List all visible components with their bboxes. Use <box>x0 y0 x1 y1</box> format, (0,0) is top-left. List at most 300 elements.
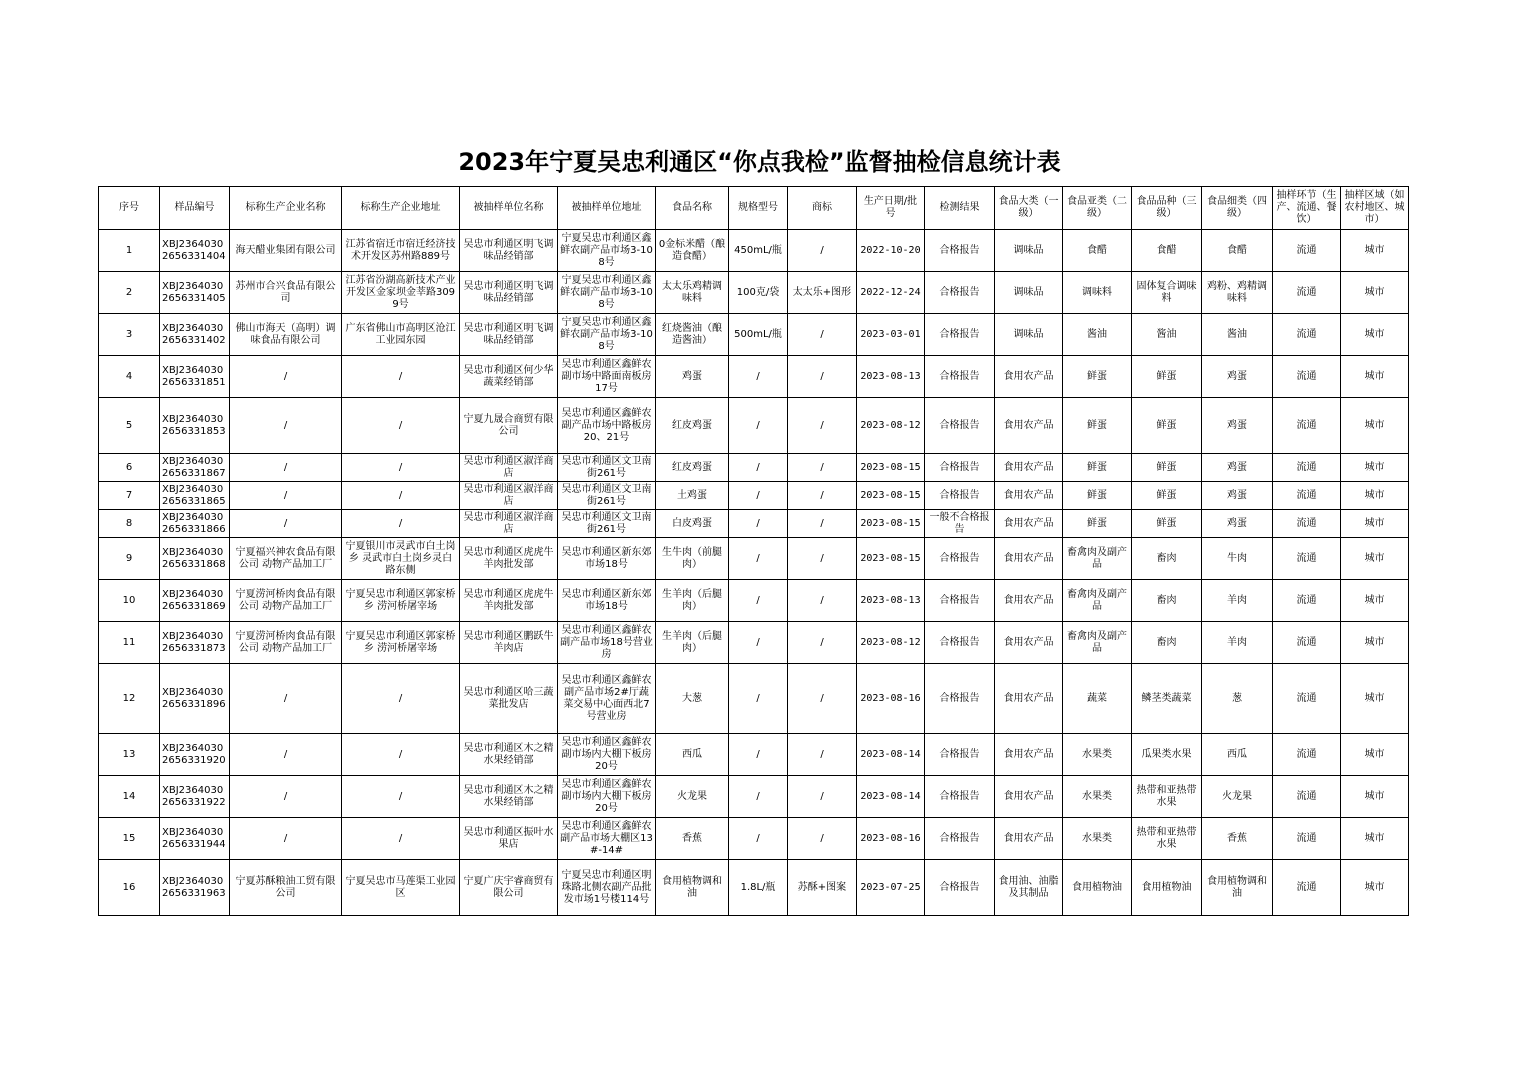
table-cell: 食用植物调和油 <box>656 860 729 916</box>
column-header: 被抽样单位名称 <box>460 187 558 230</box>
table-cell: XBJ23640302656331866 <box>160 510 230 538</box>
table-cell: 吴忠市利通区哈三蔬菜批发店 <box>460 664 558 734</box>
table-cell: 酱油 <box>1132 314 1202 356</box>
table-cell: 吴忠市利通区鑫鲜农副产品市场中路板房20、21号 <box>558 398 656 454</box>
table-cell: 热带和亚热带水果 <box>1132 776 1202 818</box>
table-cell: 16 <box>99 860 160 916</box>
table-cell: XBJ23640302656331963 <box>160 860 230 916</box>
table-cell: 13 <box>99 734 160 776</box>
table-header-row <box>99 187 1409 230</box>
table-cell: / <box>729 510 788 538</box>
table-cell: 流通 <box>1273 398 1341 454</box>
table-cell: 城市 <box>1341 356 1409 398</box>
table-cell: 鸡粉、鸡精调味料 <box>1202 272 1273 314</box>
table-cell: 2022-10-20 <box>857 230 925 272</box>
table-body <box>99 230 1409 916</box>
table-cell: / <box>729 580 788 622</box>
table-cell: XBJ23640302656331865 <box>160 482 230 510</box>
table-cell: 太太乐鸡精调味料 <box>656 272 729 314</box>
table-cell: / <box>230 510 342 538</box>
table-cell: 热带和亚热带水果 <box>1132 818 1202 860</box>
table-cell: 鸡蛋 <box>1202 398 1273 454</box>
table-cell: 鸡蛋 <box>1202 356 1273 398</box>
table-cell: / <box>729 398 788 454</box>
table-cell: 红皮鸡蛋 <box>656 454 729 482</box>
table-cell: 宁夏福兴神农食品有限公司 动物产品加工厂 <box>230 538 342 580</box>
table-cell: 广东省佛山市高明区沧江工业园东园 <box>342 314 460 356</box>
table-cell: 江苏省汾湖高新技术产业开发区金家坝金莘路3099号 <box>342 272 460 314</box>
column-header: 抽样区域（如农村地区、城市） <box>1341 187 1409 230</box>
page-title: 2023年宁夏吴忠利通区“你点我检”监督抽检信息统计表 <box>458 148 1061 176</box>
table-cell: 食用植物油 <box>1063 860 1132 916</box>
table-cell: 450mL/瓶 <box>729 230 788 272</box>
table-cell: 吴忠市利通区鑫鲜农副产品市场18号营业房 <box>558 622 656 664</box>
table-cell: 食用农产品 <box>995 664 1063 734</box>
table-row <box>99 818 1409 860</box>
table-cell: 鲜蛋 <box>1132 510 1202 538</box>
table-cell: 2023-08-16 <box>857 664 925 734</box>
table-cell: 3 <box>99 314 160 356</box>
table-cell: / <box>729 664 788 734</box>
table-cell: / <box>230 734 342 776</box>
table-cell: / <box>788 580 857 622</box>
table-cell: 吴忠市利通区木之精水果经销部 <box>460 734 558 776</box>
table-cell: 2023-03-01 <box>857 314 925 356</box>
table-cell: 吴忠市利通区鑫鲜农副产品市场2#厅蔬菜交易中心面西北7号营业房 <box>558 664 656 734</box>
table-cell: 酱油 <box>1063 314 1132 356</box>
table-cell: 城市 <box>1341 230 1409 272</box>
table-cell: 吴忠市利通区虎虎牛羊肉批发部 <box>460 538 558 580</box>
table-cell: 9 <box>99 538 160 580</box>
table-cell: 流通 <box>1273 356 1341 398</box>
table-cell: 宁夏吴忠市利通区郭家桥乡 涝河桥屠宰场 <box>342 580 460 622</box>
table-cell: 2023-08-15 <box>857 510 925 538</box>
table-cell: 城市 <box>1341 580 1409 622</box>
table-cell: 鲜蛋 <box>1132 482 1202 510</box>
table-cell: / <box>230 818 342 860</box>
table-cell: / <box>788 538 857 580</box>
table-cell: / <box>788 454 857 482</box>
table-cell: 吴忠市利通区淑洋商店 <box>460 510 558 538</box>
table-cell: 合格报告 <box>925 272 995 314</box>
table-cell: 羊肉 <box>1202 580 1273 622</box>
table-cell: 合格报告 <box>925 734 995 776</box>
table-cell: 鲜蛋 <box>1063 454 1132 482</box>
table-cell: XBJ23640302656331944 <box>160 818 230 860</box>
table-cell: 食用油、油脂及其制品 <box>995 860 1063 916</box>
table-cell: 鸡蛋 <box>1202 482 1273 510</box>
table-cell: 城市 <box>1341 860 1409 916</box>
table-cell: / <box>342 734 460 776</box>
table-cell: 1 <box>99 230 160 272</box>
table-cell: 调味品 <box>995 314 1063 356</box>
table-cell: 吴忠市利通区明飞调味品经销部 <box>460 230 558 272</box>
table-row <box>99 356 1409 398</box>
table-cell: 2023-08-12 <box>857 622 925 664</box>
table-cell: 食用植物调和油 <box>1202 860 1273 916</box>
table-cell: 宁夏涝河桥肉食品有限公司 动物产品加工厂 <box>230 580 342 622</box>
table-cell: 食用农产品 <box>995 482 1063 510</box>
table-cell: 吴忠市利通区何少华蔬菜经销部 <box>460 356 558 398</box>
table-cell: 水果类 <box>1063 734 1132 776</box>
column-header: 食品大类（一级） <box>995 187 1063 230</box>
table-cell: 城市 <box>1341 454 1409 482</box>
table-cell: / <box>342 510 460 538</box>
table-cell: 食醋 <box>1132 230 1202 272</box>
table-cell: 调味料 <box>1063 272 1132 314</box>
table-cell: 江苏省宿迁市宿迁经济技术开发区苏州路889号 <box>342 230 460 272</box>
table-cell: 苏州市合兴食品有限公司 <box>230 272 342 314</box>
table-cell: 火龙果 <box>1202 776 1273 818</box>
table-cell: 吴忠市利通区鑫鲜农副产品市场大棚区13#-14# <box>558 818 656 860</box>
table-cell: 14 <box>99 776 160 818</box>
table-cell: 4 <box>99 356 160 398</box>
table-row <box>99 776 1409 818</box>
table-cell: / <box>729 454 788 482</box>
table-cell: 吴忠市利通区明飞调味品经销部 <box>460 314 558 356</box>
table-row <box>99 482 1409 510</box>
table-cell: XBJ23640302656331868 <box>160 538 230 580</box>
table-cell: / <box>230 356 342 398</box>
table-cell: / <box>788 818 857 860</box>
table-cell: 鲜蛋 <box>1132 454 1202 482</box>
table-cell: 流通 <box>1273 314 1341 356</box>
table-cell: 佛山市海天（高明）调味食品有限公司 <box>230 314 342 356</box>
table-cell: 城市 <box>1341 510 1409 538</box>
table-row <box>99 272 1409 314</box>
table-row <box>99 860 1409 916</box>
table-cell: 鲜蛋 <box>1063 398 1132 454</box>
table-cell: 2023-08-14 <box>857 734 925 776</box>
table-cell: 吴忠市利通区文卫南街261号 <box>558 510 656 538</box>
table-cell: / <box>342 818 460 860</box>
table-cell: 土鸡蛋 <box>656 482 729 510</box>
table-cell: 11 <box>99 622 160 664</box>
table-cell: XBJ23640302656331922 <box>160 776 230 818</box>
table-cell: / <box>342 776 460 818</box>
table-cell: 城市 <box>1341 482 1409 510</box>
table-cell: 食用农产品 <box>995 356 1063 398</box>
table-cell: 2023-08-15 <box>857 482 925 510</box>
table-cell: 酱油 <box>1202 314 1273 356</box>
table-cell: 城市 <box>1341 538 1409 580</box>
table-cell: 宁夏九晟合商贸有限公司 <box>460 398 558 454</box>
column-header: 规格型号 <box>729 187 788 230</box>
table-cell: / <box>788 482 857 510</box>
table-cell: 流通 <box>1273 664 1341 734</box>
table-cell: 鸡蛋 <box>656 356 729 398</box>
table-cell: 畜肉 <box>1132 580 1202 622</box>
column-header: 食品品种（三级） <box>1132 187 1202 230</box>
column-header: 标称生产企业地址 <box>342 187 460 230</box>
table-cell: 鲜蛋 <box>1132 398 1202 454</box>
table-cell: / <box>788 776 857 818</box>
table-cell: XBJ23640302656331867 <box>160 454 230 482</box>
table-cell: 合格报告 <box>925 818 995 860</box>
table-cell: 吴忠市利通区淑洋商店 <box>460 482 558 510</box>
table-cell: 生牛肉（前腿肉） <box>656 538 729 580</box>
table-row <box>99 538 1409 580</box>
table-cell: 吴忠市利通区鹏跃牛羊肉店 <box>460 622 558 664</box>
table-cell: 吴忠市利通区鑫鲜农副市场内大棚下板房20号 <box>558 776 656 818</box>
table-cell: XBJ23640302656331896 <box>160 664 230 734</box>
table-cell: 食用农产品 <box>995 776 1063 818</box>
table-cell: 吴忠市利通区鑫鲜农副市场内大棚下板房20号 <box>558 734 656 776</box>
table-cell: 食用农产品 <box>995 818 1063 860</box>
table-cell: 生羊肉（后腿肉） <box>656 580 729 622</box>
table-row <box>99 230 1409 272</box>
table-row <box>99 398 1409 454</box>
table-cell: / <box>729 734 788 776</box>
table-cell: 6 <box>99 454 160 482</box>
table-cell: 食用农产品 <box>995 510 1063 538</box>
table-cell: 食用植物油 <box>1132 860 1202 916</box>
table-cell: / <box>342 482 460 510</box>
table-cell: XBJ23640302656331405 <box>160 272 230 314</box>
column-header: 商标 <box>788 187 857 230</box>
table-cell: 流通 <box>1273 860 1341 916</box>
table-cell: 食用农产品 <box>995 622 1063 664</box>
table-cell: 吴忠市利通区虎虎牛羊肉批发部 <box>460 580 558 622</box>
table-cell: 2023-08-16 <box>857 818 925 860</box>
table-cell: 宁夏广庆宇睿商贸有限公司 <box>460 860 558 916</box>
table-cell: / <box>729 538 788 580</box>
table-cell: 流通 <box>1273 776 1341 818</box>
column-header: 检测结果 <box>925 187 995 230</box>
table-cell: 吴忠市利通区新东郊市场18号 <box>558 580 656 622</box>
table-cell: 流通 <box>1273 272 1341 314</box>
table-cell: 红烧酱油（酿造酱油） <box>656 314 729 356</box>
table-cell: 流通 <box>1273 538 1341 580</box>
table-cell: 城市 <box>1341 776 1409 818</box>
table-cell: XBJ23640302656331853 <box>160 398 230 454</box>
table-cell: 食醋 <box>1202 230 1273 272</box>
table-cell: XBJ23640302656331404 <box>160 230 230 272</box>
table-cell: / <box>729 776 788 818</box>
table-cell: / <box>342 356 460 398</box>
table-cell: 12 <box>99 664 160 734</box>
table-cell: 合格报告 <box>925 664 995 734</box>
table-cell: 畜肉 <box>1132 622 1202 664</box>
table-cell: 宁夏银川市灵武市白土岗乡 灵武市白土岗乡灵白路东侧 <box>342 538 460 580</box>
table-cell: 2023-08-12 <box>857 398 925 454</box>
table-cell: 流通 <box>1273 230 1341 272</box>
table-cell: 吴忠市利通区文卫南街261号 <box>558 454 656 482</box>
table-cell: 食用农产品 <box>995 580 1063 622</box>
table-cell: / <box>788 734 857 776</box>
table-cell: 水果类 <box>1063 776 1132 818</box>
table-cell: 宁夏吴忠市马莲渠工业园区 <box>342 860 460 916</box>
table-cell: 流通 <box>1273 482 1341 510</box>
table-row <box>99 314 1409 356</box>
table-cell: / <box>342 664 460 734</box>
table-cell: 2023-08-13 <box>857 356 925 398</box>
table-cell: 流通 <box>1273 510 1341 538</box>
table-cell: 食用农产品 <box>995 538 1063 580</box>
table-cell: XBJ23640302656331851 <box>160 356 230 398</box>
table-cell: 调味品 <box>995 230 1063 272</box>
table-cell: 7 <box>99 482 160 510</box>
table-cell: 流通 <box>1273 580 1341 622</box>
table-cell: 2022-12-24 <box>857 272 925 314</box>
table-cell: 0金标米醋（酿造食醋） <box>656 230 729 272</box>
table-cell: 合格报告 <box>925 482 995 510</box>
table-cell: 合格报告 <box>925 454 995 482</box>
table-cell: / <box>788 314 857 356</box>
table-cell: / <box>788 398 857 454</box>
table-cell: 吴忠市利通区鑫鲜农副市场中路面南板房17号 <box>558 356 656 398</box>
table-cell: / <box>729 356 788 398</box>
table-cell: 牛肉 <box>1202 538 1273 580</box>
table-cell: 大葱 <box>656 664 729 734</box>
table-cell: 吴忠市利通区文卫南街261号 <box>558 482 656 510</box>
table-row <box>99 454 1409 482</box>
table-cell: 宁夏吴忠市利通区郭家桥乡 涝河桥屠宰场 <box>342 622 460 664</box>
table-cell: 15 <box>99 818 160 860</box>
table-cell: 城市 <box>1341 664 1409 734</box>
table-cell: XBJ23640302656331873 <box>160 622 230 664</box>
table-cell: 2023-07-25 <box>857 860 925 916</box>
table-cell: 合格报告 <box>925 230 995 272</box>
table-cell: 吴忠市利通区振叶水果店 <box>460 818 558 860</box>
table-cell: / <box>788 664 857 734</box>
table-cell: 鲜蛋 <box>1063 356 1132 398</box>
table-cell: / <box>788 356 857 398</box>
table-cell: 吴忠市利通区木之精水果经销部 <box>460 776 558 818</box>
table-cell: 流通 <box>1273 622 1341 664</box>
table-cell: 100克/袋 <box>729 272 788 314</box>
table-cell: 食用农产品 <box>995 398 1063 454</box>
table-cell: 合格报告 <box>925 776 995 818</box>
column-header: 样品编号 <box>160 187 230 230</box>
table-cell: 鲜蛋 <box>1063 482 1132 510</box>
table-cell: 固体复合调味料 <box>1132 272 1202 314</box>
table-cell: / <box>342 398 460 454</box>
table-cell: 5 <box>99 398 160 454</box>
table-row <box>99 622 1409 664</box>
table-cell: 食用农产品 <box>995 454 1063 482</box>
table-cell: / <box>230 776 342 818</box>
table-cell: / <box>230 482 342 510</box>
table-cell: 合格报告 <box>925 622 995 664</box>
table-cell: 食醋 <box>1063 230 1132 272</box>
table-cell: 2023-08-13 <box>857 580 925 622</box>
table-cell: 2023-08-15 <box>857 538 925 580</box>
column-header: 抽样环节（生产、流通、餐饮） <box>1273 187 1341 230</box>
table-cell: 水果类 <box>1063 818 1132 860</box>
table-cell: 合格报告 <box>925 356 995 398</box>
table-cell: 合格报告 <box>925 538 995 580</box>
table-cell: 瓜果类水果 <box>1132 734 1202 776</box>
table-cell: 合格报告 <box>925 860 995 916</box>
table-cell: XBJ23640302656331920 <box>160 734 230 776</box>
table-cell: 白皮鸡蛋 <box>656 510 729 538</box>
table-cell: / <box>729 622 788 664</box>
table-cell: 吴忠市利通区淑洋商店 <box>460 454 558 482</box>
table-cell: 城市 <box>1341 734 1409 776</box>
table-cell: 鲜蛋 <box>1063 510 1132 538</box>
table-cell: 鲜蛋 <box>1132 356 1202 398</box>
table-cell: / <box>342 454 460 482</box>
table-cell: 蔬菜 <box>1063 664 1132 734</box>
table-cell: / <box>729 818 788 860</box>
table-cell: / <box>788 622 857 664</box>
table-cell: 2 <box>99 272 160 314</box>
table-cell: 合格报告 <box>925 580 995 622</box>
column-header: 标称生产企业名称 <box>230 187 342 230</box>
table-cell: 葱 <box>1202 664 1273 734</box>
table-cell: 一般不合格报告 <box>925 510 995 538</box>
table-cell: 畜禽肉及副产品 <box>1063 538 1132 580</box>
table-cell: 鸡蛋 <box>1202 454 1273 482</box>
table-cell: 宁夏吴忠市利通区鑫鲜农副产品市场3-108号 <box>558 230 656 272</box>
table-cell: 苏酥+图案 <box>788 860 857 916</box>
table-cell: 香蕉 <box>1202 818 1273 860</box>
table-cell: 吴忠市利通区明飞调味品经销部 <box>460 272 558 314</box>
table-cell: 流通 <box>1273 454 1341 482</box>
table-cell: 西瓜 <box>1202 734 1273 776</box>
column-header: 食品细类（四级） <box>1202 187 1273 230</box>
table-cell: / <box>729 482 788 510</box>
table-cell: 香蕉 <box>656 818 729 860</box>
table-cell: 羊肉 <box>1202 622 1273 664</box>
table-cell: 太太乐+图形 <box>788 272 857 314</box>
table-cell: 宁夏吴忠市利通区明珠路北侧农副产品批发市场1号楼114号 <box>558 860 656 916</box>
table-cell: 城市 <box>1341 314 1409 356</box>
table-cell: / <box>788 230 857 272</box>
table-cell: 城市 <box>1341 398 1409 454</box>
column-header: 食品名称 <box>656 187 729 230</box>
table-cell: 2023-08-15 <box>857 454 925 482</box>
column-header: 被抽样单位地址 <box>558 187 656 230</box>
inspection-table <box>98 186 1409 916</box>
table-cell: 吴忠市利通区新东郊市场18号 <box>558 538 656 580</box>
table-cell: 西瓜 <box>656 734 729 776</box>
table-cell: 宁夏吴忠市利通区鑫鲜农副产品市场3-108号 <box>558 314 656 356</box>
table-cell: XBJ23640302656331402 <box>160 314 230 356</box>
table-row <box>99 510 1409 538</box>
table-cell: 流通 <box>1273 734 1341 776</box>
table-cell: 8 <box>99 510 160 538</box>
table-cell: / <box>788 510 857 538</box>
table-cell: 2023-08-14 <box>857 776 925 818</box>
table-cell: 红皮鸡蛋 <box>656 398 729 454</box>
table-cell: 500mL/瓶 <box>729 314 788 356</box>
table-cell: / <box>230 664 342 734</box>
table-cell: 城市 <box>1341 818 1409 860</box>
table-cell: 城市 <box>1341 622 1409 664</box>
table-cell: 城市 <box>1341 272 1409 314</box>
table-row <box>99 664 1409 734</box>
table-row <box>99 734 1409 776</box>
table-cell: 生羊肉（后腿肉） <box>656 622 729 664</box>
table-cell: 畜禽肉及副产品 <box>1063 580 1132 622</box>
column-header: 序号 <box>99 187 160 230</box>
column-header: 食品亚类（二级） <box>1063 187 1132 230</box>
table-cell: 宁夏涝河桥肉食品有限公司 动物产品加工厂 <box>230 622 342 664</box>
table-cell: 宁夏吴忠市利通区鑫鲜农副产品市场3-108号 <box>558 272 656 314</box>
table-cell: 合格报告 <box>925 398 995 454</box>
table-cell: 1.8L/瓶 <box>729 860 788 916</box>
table-cell: 调味品 <box>995 272 1063 314</box>
table-cell: 海天醋业集团有限公司 <box>230 230 342 272</box>
table-row <box>99 580 1409 622</box>
table-cell: 鳞茎类蔬菜 <box>1132 664 1202 734</box>
column-header: 生产日期/批号 <box>857 187 925 230</box>
table-cell: 合格报告 <box>925 314 995 356</box>
table-cell: 流通 <box>1273 818 1341 860</box>
table-cell: 宁夏苏酥粮油工贸有限公司 <box>230 860 342 916</box>
